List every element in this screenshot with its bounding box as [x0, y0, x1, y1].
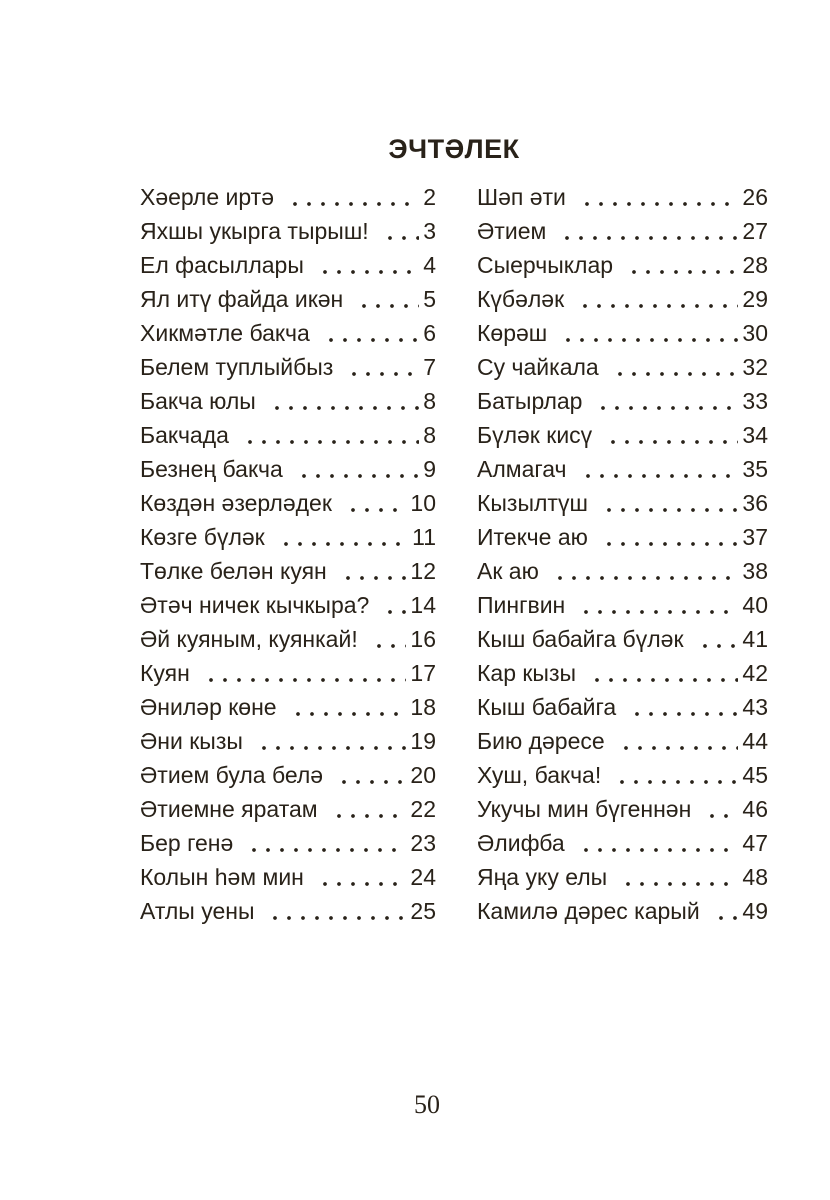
toc-entry — [477, 486, 768, 520]
toc-entry-page: 5 — [423, 286, 436, 312]
dot-leader — [709, 894, 739, 928]
dot-leader — [574, 826, 739, 860]
toc-entry-page: 8 — [423, 388, 436, 414]
toc-entry-label: Хәерле иртә — [140, 184, 274, 210]
dot-leader — [555, 214, 738, 248]
dot-leader — [327, 792, 407, 826]
toc-entry-page: 9 — [423, 456, 436, 482]
toc-entry — [140, 282, 436, 316]
toc-entry-page: 44 — [742, 728, 768, 754]
toc-entry — [477, 724, 768, 758]
toc-column-left — [140, 180, 436, 928]
toc-entry-label: Хуш, бакча! — [477, 762, 602, 788]
dot-leader — [601, 418, 738, 452]
dot-leader — [597, 520, 739, 554]
toc-entry-page: 40 — [742, 592, 768, 618]
dot-leader — [614, 724, 739, 758]
toc-entry — [140, 520, 436, 554]
toc-entry — [140, 860, 436, 894]
toc-entry-page: 4 — [423, 252, 436, 278]
toc-entry-page: 33 — [742, 388, 768, 414]
toc-entry-label: Безнең бакча — [140, 456, 283, 482]
dot-leader — [199, 656, 407, 690]
dot-leader — [332, 758, 406, 792]
dot-leader — [625, 690, 738, 724]
toc-entry-label: Көрәш — [477, 320, 548, 346]
toc-entry-label: Укучы мин бүгеннән — [477, 796, 692, 822]
toc-entry-page: 43 — [742, 694, 768, 720]
toc-entry — [477, 826, 768, 860]
toc-entry — [477, 418, 768, 452]
toc-entry-label: Кыш бабайга бүләк — [477, 626, 684, 652]
toc-entry — [477, 792, 768, 826]
toc-entry — [477, 860, 768, 894]
toc-entry-page: 2 — [423, 184, 436, 210]
toc-entry-page: 37 — [742, 524, 768, 550]
toc-entry-page: 46 — [742, 796, 768, 822]
toc-entry-label: Камилә дәрес карый — [477, 898, 700, 924]
toc-entry-page: 7 — [423, 354, 436, 380]
toc-entry — [477, 622, 768, 656]
toc-entry-page: 17 — [410, 660, 436, 686]
toc-entry-label: Бию дәресе — [477, 728, 605, 754]
toc-entry — [140, 792, 436, 826]
dot-leader — [242, 826, 406, 860]
toc-entry-label: Әтием була белә — [140, 762, 324, 788]
dot-leader — [693, 622, 739, 656]
toc-entry-page: 16 — [410, 626, 436, 652]
dot-leader — [286, 690, 407, 724]
dot-leader — [378, 214, 420, 248]
toc-entry — [140, 384, 436, 418]
toc-entry-page: 14 — [410, 592, 436, 618]
toc-entry — [477, 180, 768, 214]
dot-leader — [274, 520, 408, 554]
dot-leader — [622, 248, 738, 282]
toc-entry — [477, 758, 768, 792]
dot-leader — [313, 860, 407, 894]
toc-entry — [477, 350, 768, 384]
toc-entry — [140, 690, 436, 724]
toc-entry-page: 12 — [410, 558, 436, 584]
toc-entry-page: 25 — [410, 898, 436, 924]
toc-entry-page: 19 — [410, 728, 436, 754]
toc-entry-page: 10 — [410, 490, 436, 516]
dot-leader — [319, 316, 419, 350]
dot-leader — [576, 452, 739, 486]
dot-leader — [597, 486, 738, 520]
toc-entry-page: 26 — [742, 184, 768, 210]
toc-entry-label: Яхшы укырга тырыш! — [140, 218, 369, 244]
toc-entry-page: 22 — [410, 796, 436, 822]
toc-entry-label: Әй куяным, куянкай! — [140, 626, 358, 652]
dot-leader — [556, 316, 738, 350]
toc-entry-page: 6 — [423, 320, 436, 346]
toc-entry-label: Кыш бабайга — [477, 694, 617, 720]
toc-entry — [140, 758, 436, 792]
toc-entry-page: 49 — [742, 898, 768, 924]
dot-leader — [610, 758, 738, 792]
toc-entry-label: Батырлар — [477, 388, 583, 414]
dot-leader — [608, 350, 739, 384]
dot-leader — [252, 724, 406, 758]
toc-entry-label: Әлифба — [477, 830, 565, 856]
toc-entry — [477, 316, 768, 350]
toc-entry — [140, 486, 436, 520]
toc-entry-label: Итекче аю — [477, 524, 588, 550]
toc-entry — [140, 418, 436, 452]
dot-leader — [265, 384, 419, 418]
toc-entry — [140, 622, 436, 656]
dot-leader — [283, 180, 419, 214]
dot-leader — [573, 282, 738, 316]
dot-leader — [574, 588, 738, 622]
toc-entry-label: Алмагач — [477, 456, 567, 482]
toc-entry — [140, 656, 436, 690]
dot-leader — [341, 486, 407, 520]
toc-entry-page: 30 — [742, 320, 768, 346]
dot-leader — [616, 860, 738, 894]
toc-entry-label: Көзге бүләк — [140, 524, 265, 550]
dot-leader — [336, 554, 407, 588]
toc-entry-page: 23 — [410, 830, 436, 856]
folio-page-number: 50 — [414, 1090, 440, 1119]
toc-entry-label: Хикмәтле бакча — [140, 320, 310, 346]
toc-entry-label: Төлке белән куян — [140, 558, 327, 584]
toc-entry-label: Сыерчыклар — [477, 252, 614, 278]
toc-entry-label: Колын һәм мин — [140, 864, 304, 890]
toc-entry-label: Кызылтүш — [477, 490, 588, 516]
toc-entry — [477, 690, 768, 724]
dot-leader — [585, 656, 738, 690]
toc-entry-label: Ял итү файда икән — [140, 286, 344, 312]
page-title: ЭЧТӘЛЕК — [388, 134, 520, 165]
toc-entry — [477, 894, 768, 928]
toc-column-right — [477, 180, 768, 928]
toc-entry — [140, 588, 436, 622]
toc-entry-page: 41 — [742, 626, 768, 652]
toc-entry-page: 24 — [410, 864, 436, 890]
toc-entry-label: Әниләр көне — [140, 694, 277, 720]
dot-leader — [292, 452, 419, 486]
toc-entry-label: Ак аю — [477, 558, 539, 584]
toc-entry-label: Әтәч ничек кычкыра? — [140, 592, 370, 618]
toc-entry — [140, 316, 436, 350]
toc-entry-page: 48 — [742, 864, 768, 890]
toc-entry-page: 11 — [412, 524, 436, 550]
toc-entry-page: 35 — [742, 456, 768, 482]
toc-entry-page: 36 — [742, 490, 768, 516]
toc-entry-page: 8 — [423, 422, 436, 448]
toc-entry-page: 42 — [742, 660, 768, 686]
toc-entry-label: Куян — [140, 660, 190, 686]
toc-entry — [477, 656, 768, 690]
toc-entry — [477, 588, 768, 622]
toc-entry-page: 34 — [742, 422, 768, 448]
toc-entry-label: Кар кызы — [477, 660, 577, 686]
toc-entry-page: 45 — [742, 762, 768, 788]
toc-entry — [140, 180, 436, 214]
dot-leader — [352, 282, 419, 316]
toc-entry-label: Әни кызы — [140, 728, 243, 754]
toc-entry — [140, 554, 436, 588]
toc-entry-label: Көздән әзерләдек — [140, 490, 332, 516]
toc-entry-label: Әтием — [477, 218, 547, 244]
toc-entry-page: 47 — [742, 830, 768, 856]
toc-entry-page: 27 — [742, 218, 768, 244]
toc-entry-label: Яңа уку елы — [477, 864, 608, 890]
toc-entry — [477, 384, 768, 418]
dot-leader — [263, 894, 406, 928]
dot-leader — [313, 248, 419, 282]
toc-entry-label: Ел фасыллары — [140, 252, 304, 278]
toc-entry — [477, 452, 768, 486]
toc-entry — [477, 554, 768, 588]
toc-entry — [140, 724, 436, 758]
toc-entry — [477, 248, 768, 282]
toc-entry — [140, 214, 436, 248]
toc-entry — [140, 826, 436, 860]
dot-leader — [238, 418, 419, 452]
toc-entry — [140, 452, 436, 486]
dot-leader — [591, 384, 738, 418]
toc-entry-label: Пингвин — [477, 592, 566, 618]
toc-entry-label: Бер генә — [140, 830, 234, 856]
toc-entry-label: Бүләк кисү — [477, 422, 593, 448]
toc-entry-page: 20 — [410, 762, 436, 788]
toc-entry — [140, 350, 436, 384]
toc-entry — [140, 894, 436, 928]
dot-leader — [548, 554, 739, 588]
toc-entry-label: Бакча юлы — [140, 388, 256, 414]
toc-entry-page: 18 — [410, 694, 436, 720]
toc-entry — [140, 248, 436, 282]
toc-entry — [477, 520, 768, 554]
toc-entry — [477, 282, 768, 316]
toc-entry-label: Атлы уены — [140, 898, 255, 924]
toc-entry-label: Шәп әти — [477, 184, 566, 210]
dot-leader — [575, 180, 739, 214]
toc-entry-page: 3 — [423, 218, 436, 244]
toc-entry-label: Белем туплыйбыз — [140, 354, 334, 380]
toc-entry-label: Бакчада — [140, 422, 229, 448]
toc-entry-page: 32 — [742, 354, 768, 380]
toc-entry-page: 38 — [742, 558, 768, 584]
toc-entry — [477, 214, 768, 248]
dot-leader — [700, 792, 738, 826]
dot-leader — [342, 350, 419, 384]
dot-leader — [367, 622, 407, 656]
toc-entry-page: 28 — [742, 252, 768, 278]
toc-columns — [140, 180, 768, 928]
dot-leader — [378, 588, 406, 622]
toc-entry-label: Әтиемне яратам — [140, 796, 318, 822]
toc-entry-label: Су чайкала — [477, 354, 599, 380]
toc-entry-page: 29 — [742, 286, 768, 312]
toc-entry-label: Күбәләк — [477, 286, 565, 312]
